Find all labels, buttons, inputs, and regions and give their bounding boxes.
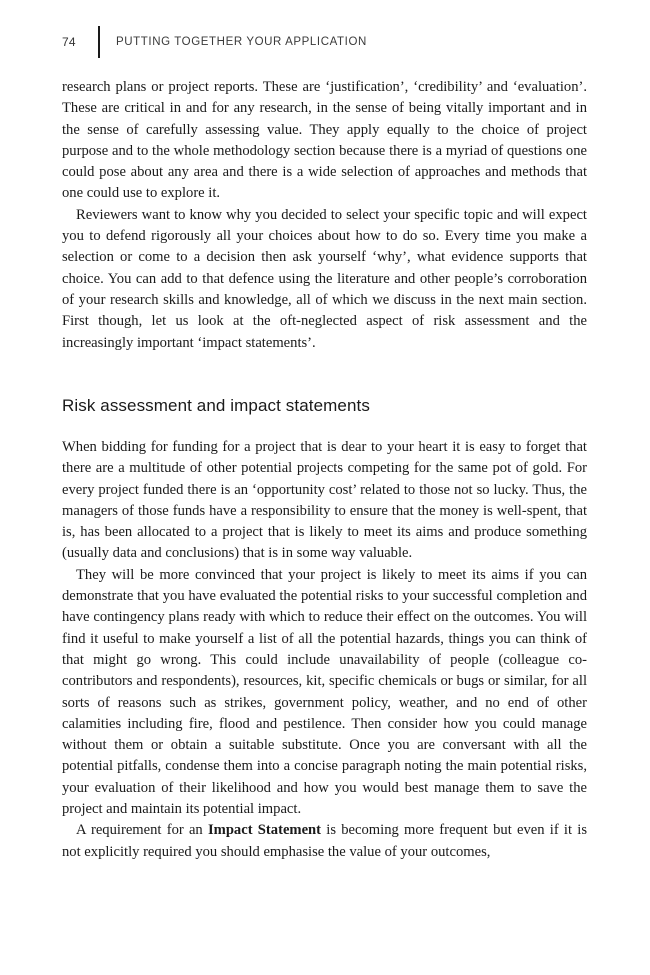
impact-lead-text: A requirement for an (76, 822, 208, 839)
body-text-top (62, 77, 587, 354)
running-header (62, 26, 367, 58)
body-text-section (62, 437, 587, 863)
running-title: PUTTING TOGETHER YOUR APPLICATION (116, 36, 367, 48)
section-heading: Risk assessment and impact statements (62, 396, 370, 415)
paragraph-continuation: research plans or project reports. These are ‘justification’, ‘credibility’ and ‘evaluation’. These are critical in and for any research, in the sense of being vitally important and in the sense of carefully assessing value. They apply equally to the choice of project purpose and to the whole methodology section because there is a myriad of questions one could pose about any area and there is a wide selection of approaches and methods that one could use to explore it. (62, 79, 587, 202)
header-divider (98, 26, 100, 58)
paragraph-risks: They will be more convinced that your project is likely to meet its aims if you can demonstrate that you have evaluated the potential risks to your successful completion and have contingency plans ready with which to reduce their effect on the outcomes. You will find it useful to make yourself a list of all the potential hazards, things you can think of that might go wrong. This could include unavailability of people (colleague co-contributors and respondents), resources, kit, specific chemicals or bugs or similar, for all sorts of reasons such as strikes, government policy, weather, and no end of other calamities including fire, flood and pestilence. Then consider how you could manage without them or obtain a suitable substitute. Once you are conversant with all the potential pitfalls, condense them into a concise paragraph noting the main potential risks, your evaluation of their likelihood and how you would best manage them to save the project and maintain its potential impact. (62, 566, 587, 818)
paragraph-reviewers: Reviewers want to know why you decided to select your specific topic and will expect you to defend rigorously all your choices about how to do so. Every time you make a selection or come to a decision then ask yourself ‘why’, what evidence supports that choice. You can add to that defence using the literature and other people’s corroboration of your research skills and knowledge, all of which we discuss in the next main section. First though, let us look at the oft-neglected aspect of risk assessment and the increasingly important ‘impact statements’. (62, 206, 587, 351)
impact-statement-term: Impact Statement (207, 822, 322, 839)
paragraph-impact-statement (62, 820, 587, 863)
page-number: 74 (62, 35, 76, 49)
paragraph-bidding: When bidding for funding for a project that is dear to your heart it is easy to forget that there are a multitude of other potential projects competing for the same pot of gold. For every project funded there is an ‘opportunity cost’ related to those not so lucky. Thus, the managers of those funds have a responsibility to ensure that the money is well-spent, that is, has been allocated to a project that is likely to meet its aims and produce something (usually data and conclusions) that is in some way valuable. (62, 439, 587, 562)
impact-rest-text: is becoming more frequent but even if it is not explicitly required you should emphasise the value of your outcomes, (62, 822, 587, 860)
